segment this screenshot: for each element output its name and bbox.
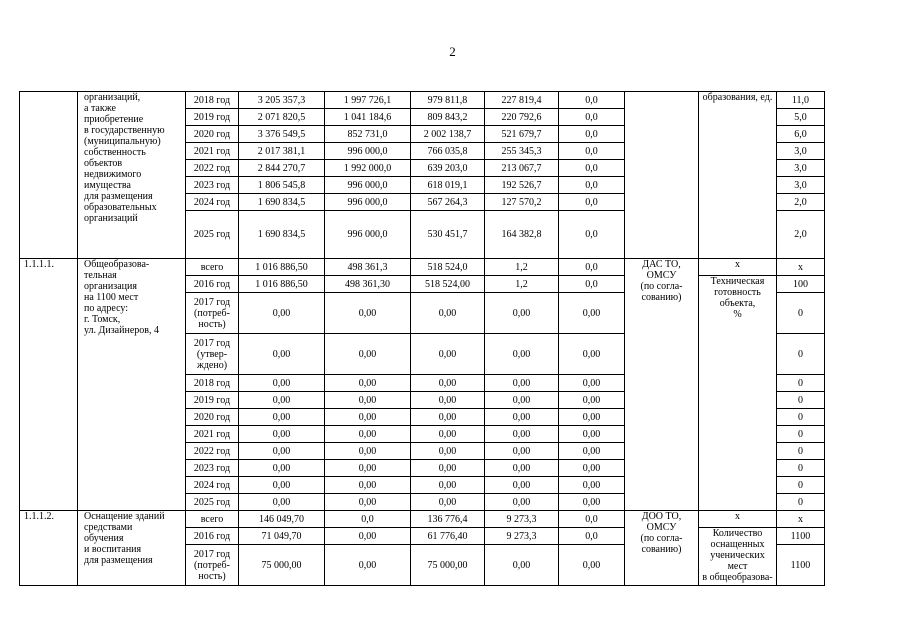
executor-cell: ДАС ТО, ОМСУ (по согла- сованию)	[625, 259, 699, 511]
year-cell: 2018 год	[186, 375, 239, 392]
funding-cell: 0,00	[559, 293, 625, 334]
funding-cell: 0,00	[485, 409, 559, 426]
funding-cell: 0,00	[411, 460, 485, 477]
indicator-value: 0	[777, 392, 825, 409]
funding-cell: 0,00	[411, 443, 485, 460]
funding-cell: 996 000,0	[325, 143, 411, 160]
total-cell: 2 017 381,1	[239, 143, 325, 160]
funding-cell: 0,00	[411, 409, 485, 426]
funding-cell: 9 273,3	[485, 511, 559, 528]
funding-cell: 164 382,8	[485, 211, 559, 259]
year-cell: 2016 год	[186, 276, 239, 293]
funding-cell: 0,00	[411, 375, 485, 392]
program-table	[19, 91, 825, 586]
total-cell: 3 376 549,5	[239, 126, 325, 143]
indicator-value: 0	[777, 494, 825, 511]
funding-cell: 0,00	[325, 494, 411, 511]
funding-cell: 0,00	[559, 477, 625, 494]
funding-cell: 0,00	[325, 477, 411, 494]
funding-cell: 0,00	[559, 426, 625, 443]
total-cell: 1 016 886,50	[239, 276, 325, 293]
funding-cell: 0,00	[411, 392, 485, 409]
indicator-name: Количество оснащенных ученических мест в общеобразова-	[699, 528, 777, 586]
funding-cell: 0,00	[559, 409, 625, 426]
funding-cell: 996 000,0	[325, 194, 411, 211]
funding-cell: 0,00	[485, 494, 559, 511]
year-cell: 2022 год	[186, 443, 239, 460]
indicator-value: 100	[777, 276, 825, 293]
funding-cell: 0,00	[325, 460, 411, 477]
total-cell: 2 071 820,5	[239, 109, 325, 126]
funding-cell: 0,00	[325, 426, 411, 443]
funding-cell: 220 792,6	[485, 109, 559, 126]
funding-cell: 227 819,4	[485, 92, 559, 109]
funding-cell: 0,00	[325, 528, 411, 545]
total-cell: 75 000,00	[239, 545, 325, 586]
funding-cell: 0,00	[559, 392, 625, 409]
funding-cell: 0,00	[325, 375, 411, 392]
year-cell: 2020 год	[186, 409, 239, 426]
year-cell: 2024 год	[186, 194, 239, 211]
year-cell: 2017 год (потреб- ность)	[186, 545, 239, 586]
funding-cell: 618 019,1	[411, 177, 485, 194]
executor-cell	[625, 92, 699, 259]
funding-cell: 809 843,2	[411, 109, 485, 126]
funding-cell: 766 035,8	[411, 143, 485, 160]
indicator-name: образования, ед.	[699, 92, 777, 259]
indicator-value: 0	[777, 334, 825, 375]
funding-cell: 0,00	[559, 460, 625, 477]
funding-cell: 0,00	[325, 545, 411, 586]
funding-cell: 0,00	[325, 443, 411, 460]
funding-cell: 0,0	[559, 276, 625, 293]
total-cell: 0,00	[239, 443, 325, 460]
funding-cell: 0,00	[485, 443, 559, 460]
executor-cell: ДОО ТО, ОМСУ (по согла- сованию)	[625, 511, 699, 586]
funding-cell: 0,00	[485, 375, 559, 392]
funding-cell: 0,00	[325, 392, 411, 409]
total-cell: 0,00	[239, 477, 325, 494]
total-cell: 1 690 834,5	[239, 194, 325, 211]
indicator-name: х	[699, 259, 777, 276]
indicator-value: 1100	[777, 528, 825, 545]
item-code: 1.1.1.2.	[20, 511, 78, 586]
indicator-value: 2,0	[777, 194, 825, 211]
total-cell: 0,00	[239, 334, 325, 375]
funding-cell: 996 000,0	[325, 211, 411, 259]
funding-cell: 0,00	[485, 392, 559, 409]
indicator-value: 0	[777, 293, 825, 334]
page-number: 2	[449, 44, 456, 59]
year-cell: 2025 год	[186, 494, 239, 511]
funding-cell: 0,00	[411, 293, 485, 334]
funding-cell: 1,2	[485, 259, 559, 276]
funding-cell: 0,00	[559, 334, 625, 375]
funding-cell: 0,00	[485, 426, 559, 443]
funding-cell: 0,00	[485, 477, 559, 494]
year-cell: 2018 год	[186, 92, 239, 109]
table-row	[20, 511, 825, 528]
funding-cell: 1 992 000,0	[325, 160, 411, 177]
total-cell: 0,00	[239, 460, 325, 477]
funding-cell: 498 361,3	[325, 259, 411, 276]
indicator-value: 0	[777, 426, 825, 443]
funding-cell: 498 361,30	[325, 276, 411, 293]
indicator-value: 3,0	[777, 177, 825, 194]
funding-cell: 0,00	[411, 477, 485, 494]
indicator-value: 11,0	[777, 92, 825, 109]
indicator-value: 2,0	[777, 211, 825, 259]
item-code: 1.1.1.1.	[20, 259, 78, 511]
indicator-name: Техническая готовность объекта, %	[699, 276, 777, 511]
funding-cell: 518 524,0	[411, 259, 485, 276]
year-cell: 2023 год	[186, 177, 239, 194]
indicator-value: 1100	[777, 545, 825, 586]
indicator-value: 0	[777, 443, 825, 460]
item-code	[20, 92, 78, 259]
funding-cell: 852 731,0	[325, 126, 411, 143]
funding-cell: 0,0	[559, 126, 625, 143]
year-cell: 2017 год (утвер- ждено)	[186, 334, 239, 375]
funding-cell: 0,00	[485, 334, 559, 375]
indicator-value: х	[777, 511, 825, 528]
funding-cell: 0,0	[559, 259, 625, 276]
year-cell: 2020 год	[186, 126, 239, 143]
funding-cell: 136 776,4	[411, 511, 485, 528]
funding-cell: 127 570,2	[485, 194, 559, 211]
item-name: организаций, а также приобретение в государственную (муниципальную) собственность объектов недвижимого имущества для размещения образовательных организаций	[78, 92, 186, 259]
total-cell: 1 690 834,5	[239, 211, 325, 259]
table-row	[20, 259, 825, 276]
funding-cell: 1 997 726,1	[325, 92, 411, 109]
funding-cell: 0,00	[485, 293, 559, 334]
item-name: Общеобразова- тельная организация на 1100 мест по адресу: г. Томск, ул. Дизайнеров, 4	[78, 259, 186, 511]
funding-cell: 0,00	[325, 409, 411, 426]
indicator-value: 5,0	[777, 109, 825, 126]
total-cell: 0,00	[239, 409, 325, 426]
funding-cell: 0,00	[485, 460, 559, 477]
funding-cell: 0,00	[485, 545, 559, 586]
funding-cell: 518 524,00	[411, 276, 485, 293]
funding-cell: 9 273,3	[485, 528, 559, 545]
total-cell: 0,00	[239, 494, 325, 511]
funding-cell: 0,00	[411, 426, 485, 443]
funding-cell: 0,00	[559, 494, 625, 511]
year-cell: 2021 год	[186, 426, 239, 443]
total-cell: 3 205 357,3	[239, 92, 325, 109]
funding-cell: 521 679,7	[485, 126, 559, 143]
funding-cell: 2 002 138,7	[411, 126, 485, 143]
funding-cell: 0,00	[411, 494, 485, 511]
funding-cell: 639 203,0	[411, 160, 485, 177]
indicator-value: 0	[777, 409, 825, 426]
indicator-value: 0	[777, 460, 825, 477]
funding-cell: 0,00	[559, 545, 625, 586]
funding-cell: 0,0	[559, 211, 625, 259]
funding-cell: 0,00	[559, 443, 625, 460]
funding-cell: 1 041 184,6	[325, 109, 411, 126]
indicator-value: х	[777, 259, 825, 276]
funding-cell: 0,0	[559, 92, 625, 109]
funding-cell: 0,0	[559, 143, 625, 160]
funding-cell: 0,00	[325, 293, 411, 334]
year-cell: 2017 год (потреб- ность)	[186, 293, 239, 334]
funding-cell: 0,0	[559, 109, 625, 126]
indicator-value: 3,0	[777, 143, 825, 160]
funding-cell: 0,0	[325, 511, 411, 528]
indicator-value: 0	[777, 477, 825, 494]
indicator-value: 3,0	[777, 160, 825, 177]
funding-cell: 0,0	[559, 194, 625, 211]
funding-cell: 1,2	[485, 276, 559, 293]
funding-cell: 567 264,3	[411, 194, 485, 211]
year-cell: 2023 год	[186, 460, 239, 477]
year-cell: 2016 год	[186, 528, 239, 545]
funding-cell: 213 067,7	[485, 160, 559, 177]
funding-cell: 0,00	[325, 334, 411, 375]
total-cell: 71 049,70	[239, 528, 325, 545]
total-cell: 2 844 270,7	[239, 160, 325, 177]
year-cell: 2022 год	[186, 160, 239, 177]
funding-cell: 0,0	[559, 528, 625, 545]
year-cell: всего	[186, 259, 239, 276]
funding-cell: 0,00	[411, 334, 485, 375]
funding-cell: 0,0	[559, 511, 625, 528]
total-cell: 0,00	[239, 293, 325, 334]
total-cell: 0,00	[239, 375, 325, 392]
total-cell: 146 049,70	[239, 511, 325, 528]
total-cell: 0,00	[239, 426, 325, 443]
year-cell: всего	[186, 511, 239, 528]
year-cell: 2019 год	[186, 392, 239, 409]
funding-cell: 530 451,7	[411, 211, 485, 259]
funding-cell: 0,00	[559, 375, 625, 392]
funding-cell: 0,0	[559, 160, 625, 177]
funding-cell: 192 526,7	[485, 177, 559, 194]
funding-cell: 75 000,00	[411, 545, 485, 586]
indicator-value: 6,0	[777, 126, 825, 143]
funding-cell: 0,0	[559, 177, 625, 194]
year-cell: 2024 год	[186, 477, 239, 494]
funding-cell: 255 345,3	[485, 143, 559, 160]
year-cell: 2021 год	[186, 143, 239, 160]
funding-cell: 996 000,0	[325, 177, 411, 194]
total-cell: 0,00	[239, 392, 325, 409]
year-cell: 2019 год	[186, 109, 239, 126]
year-cell: 2025 год	[186, 211, 239, 259]
indicator-name: х	[699, 511, 777, 528]
total-cell: 1 806 545,8	[239, 177, 325, 194]
table-row	[20, 92, 825, 109]
item-name: Оснащение зданий средствами обучения и воспитания для размещения	[78, 511, 186, 586]
funding-cell: 61 776,40	[411, 528, 485, 545]
indicator-value: 0	[777, 375, 825, 392]
funding-cell: 979 811,8	[411, 92, 485, 109]
total-cell: 1 016 886,50	[239, 259, 325, 276]
